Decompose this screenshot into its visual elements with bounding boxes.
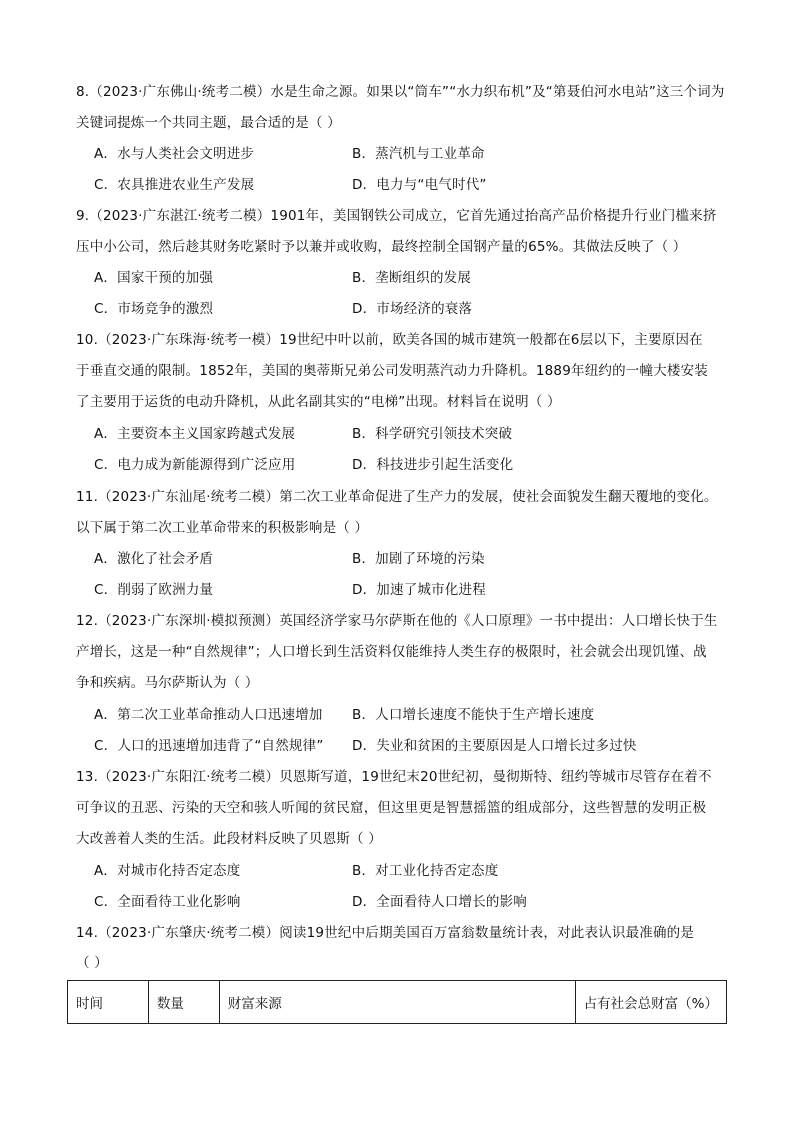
question-9-option-a: A．国家干预的加强 bbox=[94, 270, 214, 286]
question-10-line-1: 10.（2023·广东珠海·统考一模）19世纪中叶以前，欧美各国的城市建筑一般都在6层以下，主要原因在 bbox=[76, 332, 703, 348]
question-8-line-1: 8.（2023·广东佛山·统考二模）水是生命之源。如果以“筒车”“水力织布机”及“第聂伯河水电站”这三个词为 bbox=[76, 84, 725, 100]
question-12-line-1: 12.（2023·广东深圳·模拟预测）英国经济学家马尔萨斯在他的《人口原理》一书中提出：人口增长快于生 bbox=[76, 613, 718, 629]
question-9-line-2: 压中小公司，然后趁其财务吃紧时予以兼并或收购，最终控制全国钢产量的65%。其做法反映了（ ） bbox=[76, 239, 687, 255]
question-13-line-1: 13.（2023·广东阳江·统考二模）贝恩斯写道，19世纪末20世纪初，曼彻斯特、纽约等城市尽管存在着不 bbox=[76, 769, 712, 785]
question-8-option-d: D．电力与“电气时代” bbox=[352, 177, 487, 193]
question-10-option-a: A．主要资本主义国家跨越式发展 bbox=[94, 426, 296, 442]
question-11-option-b: B．加剧了环境的污染 bbox=[352, 551, 485, 567]
question-12-option-c: C．人口的迅速增加违背了“自然规律” bbox=[94, 738, 324, 754]
question-8-option-b: B．蒸汽机与工业革命 bbox=[352, 146, 485, 162]
question-9-option-b: B．垄断组织的发展 bbox=[352, 270, 472, 286]
question-13-option-c: C．全面看待工业化影响 bbox=[94, 894, 241, 910]
table-header-time: 时间 bbox=[68, 981, 149, 1024]
table-header-wealth-source: 财富来源 bbox=[219, 981, 575, 1024]
question-13-line-3: 大改善着人类的生活。此段材料反映了贝恩斯（ ） bbox=[76, 831, 382, 847]
question-13-option-a: A．对城市化持否定态度 bbox=[94, 863, 241, 879]
question-11-line-2: 以下属于第二次工业革命带来的积极影响是（ ） bbox=[76, 520, 369, 536]
question-12-line-3: 争和疾病。马尔萨斯认为（ ） bbox=[76, 675, 259, 691]
question-10-line-3: 了主要用于运货的电动升降机，从此名副其实的“电梯”出现。材料旨在说明（ ） bbox=[76, 394, 561, 410]
question-10-option-c: C．电力成为新能源得到广泛应用 bbox=[94, 457, 296, 473]
question-11-option-c: C．削弱了欧洲力量 bbox=[94, 582, 214, 598]
question-13-option-b: B．对工业化持否定态度 bbox=[352, 863, 499, 879]
question-13-line-2: 可争议的丑恶、污染的天空和骇人听闻的贫民窟，但这里更是智慧摇篮的组成部分，这些智慧的发明正极 bbox=[76, 800, 707, 816]
table-header-row bbox=[68, 981, 727, 1024]
question-9-option-d: D．市场经济的衰落 bbox=[352, 301, 473, 317]
table-header-wealth-share: 占有社会总财富（%） bbox=[575, 981, 726, 1024]
question-12-line-2: 产增长，这是一种“自然规律”；人口增长到生活资料仅能维持人类生存的极限时，社会就会出现饥馑、战 bbox=[76, 644, 707, 660]
table-header-count: 数量 bbox=[148, 981, 219, 1024]
question-8-option-c: C．农具推进农业生产发展 bbox=[94, 177, 255, 193]
question-8-line-2: 关键词提炼一个共同主题，最合适的是（ ） bbox=[76, 115, 341, 131]
question-9-line-1: 9.（2023·广东湛江·统考二模）1901年，美国钢铁公司成立，它首先通过抬高产品价格提升行业门槛来挤 bbox=[76, 208, 717, 224]
question-12-option-a: A．第二次工业革命推动人口迅速增加 bbox=[94, 707, 323, 723]
question-13-option-d: D．全面看待人口增长的影响 bbox=[352, 894, 527, 910]
question-11-option-a: A．激化了社会矛盾 bbox=[94, 551, 214, 567]
question-12-option-b: B．人口增长速度不能快于生产增长速度 bbox=[352, 707, 595, 723]
question-14-line-1: 14.（2023·广东肇庆·统考二模）阅读19世纪中后期美国百万富翁数量统计表，对此表认识最准确的是 bbox=[76, 925, 695, 941]
question-10-option-b: B．科学研究引领技术突破 bbox=[352, 426, 513, 442]
question-10-option-d: D．科技进步引起生活变化 bbox=[352, 457, 514, 473]
question-10-line-2: 于垂直交通的限制。1852年，美国的奥蒂斯兄弟公司发明蒸汽动力升降机。1889年纽约的一幢大楼安装 bbox=[76, 363, 709, 379]
question-9-option-c: C．市场竞争的激烈 bbox=[94, 301, 214, 317]
question-8-option-a: A．水与人类社会文明进步 bbox=[94, 146, 255, 162]
question-11-option-d: D．加速了城市化进程 bbox=[352, 582, 486, 598]
question-12-option-d: D．失业和贫困的主要原因是人口增长过多过快 bbox=[352, 738, 637, 754]
question-14-line-2: （ ） bbox=[76, 955, 108, 971]
millionaire-statistics-table bbox=[67, 980, 727, 1024]
question-11-line-1: 11.（2023·广东汕尾·统考二模）第二次工业革命促进了生产力的发展，使社会面貌发生翻天覆地的变化。 bbox=[76, 489, 718, 505]
